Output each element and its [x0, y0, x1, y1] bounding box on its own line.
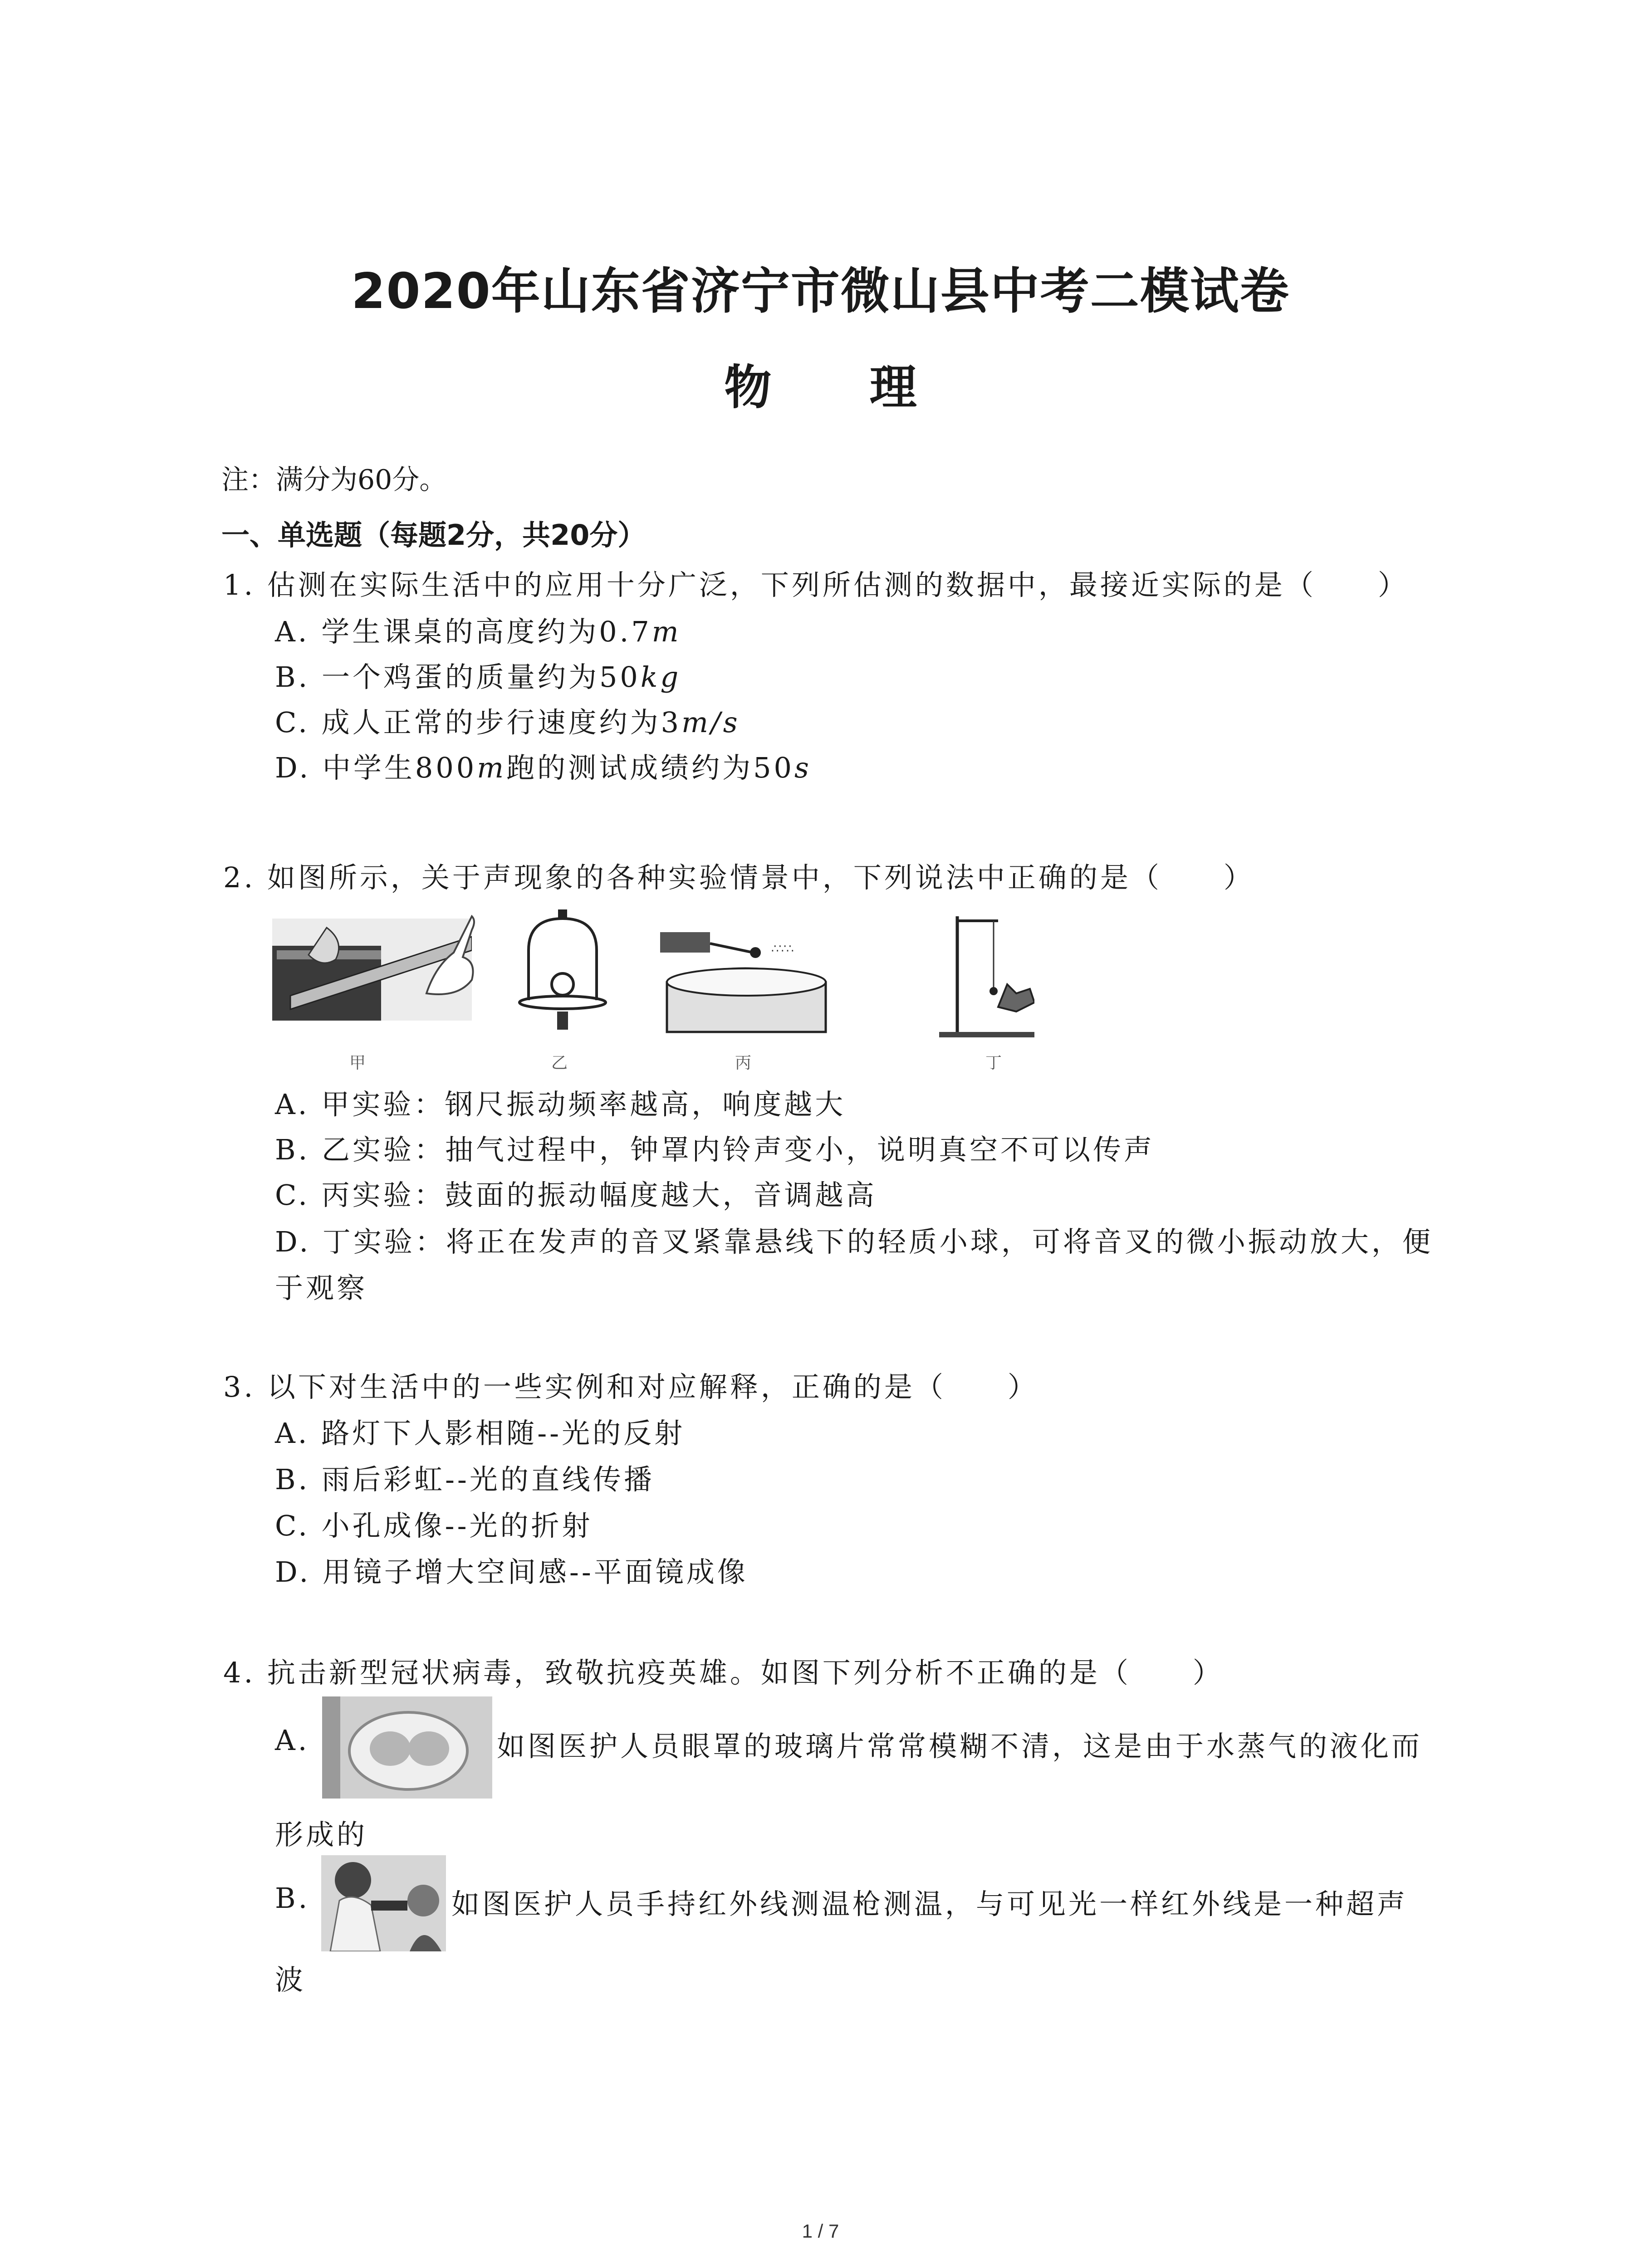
option-unit: s: [794, 751, 812, 784]
question-4-stem: 4. 抗击新型冠状病毒，致敬抗疫英雄。如图下列分析不正确的是（ ）: [223, 1656, 1224, 1689]
question-4-option-a-cont: 形成的: [275, 1818, 368, 1851]
hand-figure: [417, 912, 485, 998]
question-2-option-d: D. 丁实验：将正在发声的音叉紧靠悬线下的轻质小球，可将音叉的微小振动放大，便: [275, 1225, 1433, 1258]
exam-title: 2020年山东省济宁市微山县中考二模试卷: [351, 263, 1290, 320]
option-unit: m: [652, 615, 681, 648]
question-3-option-b: B. 雨后彩虹--光的直线传播: [275, 1463, 655, 1496]
subject-title: 物 理: [724, 360, 958, 415]
question-1-option-c: [275, 700, 740, 740]
question-4-option-b-text: 如图医护人员手持红外线测温枪测温，与可见光一样红外线是一种超声: [451, 1887, 1408, 1921]
option-unit: m/s: [681, 706, 740, 739]
question-1-option-d: [275, 745, 812, 786]
drum-figure: [658, 928, 830, 1034]
goggles-photo: [322, 1696, 492, 1799]
option-text: D. 中学生800: [275, 751, 477, 784]
svg-text:∴∵∴: ∴∵∴: [771, 942, 794, 956]
figure-caption-ding: 丁: [985, 1054, 1002, 1072]
score-note: 注：满分为60分。: [221, 464, 447, 496]
option-text: B. 一个鸡蛋的质量约为50: [275, 660, 641, 694]
option-unit: m: [477, 751, 507, 784]
question-3-option-a: A. 路灯下人影相随--光的反射: [275, 1417, 686, 1450]
page-number: 1 / 7: [802, 2220, 839, 2242]
bell-jar-figure: [517, 909, 608, 1034]
figure-caption-jia: 甲: [349, 1054, 366, 1072]
question-1-option-a: [275, 609, 681, 650]
question-4-option-b-cont: 波: [275, 1963, 306, 1996]
figure-caption-yi: 乙: [551, 1054, 568, 1072]
question-3-stem: 3. 以下对生活中的一些实例和对应解释，正确的是（ ）: [223, 1370, 1038, 1403]
question-2-option-c: C. 丙实验：鼓面的振动幅度越大，音调越高: [275, 1178, 877, 1212]
question-1-stem: 1. 估测在实际生活中的应用十分广泛，下列所估测的数据中，最接近实际的是（ ）: [223, 568, 1409, 601]
thermometer-gun-photo: [321, 1855, 446, 1951]
tuning-fork-pendulum-figure: [939, 912, 1034, 1039]
question-2-option-d-cont: 于观察: [275, 1271, 368, 1305]
question-4-option-a-text: 如图医护人员眼罩的玻璃片常常模糊不清，这是由于水蒸气的液化而: [497, 1730, 1423, 1763]
option-unit: kg: [640, 660, 681, 694]
question-2-stem: 2. 如图所示，关于声现象的各种实验情景中，下列说法中正确的是（ ）: [223, 861, 1254, 894]
option-text: 跑的测试成绩约为50: [506, 751, 794, 784]
question-4-option-b-label: B.: [275, 1882, 310, 1915]
option-text: C. 成人正常的步行速度约为3: [275, 706, 682, 739]
question-3-option-d: D. 用镜子增大空间感--平面镜成像: [275, 1555, 748, 1589]
question-2-option-a: A. 甲实验：钢尺振动频率越高，响度越大: [275, 1088, 846, 1121]
question-2-option-b: B. 乙实验：抽气过程中，钟罩内铃声变小，说明真空不可以传声: [275, 1133, 1155, 1166]
figure-caption-bing: 丙: [735, 1054, 752, 1072]
section-heading: 一、单选题（每题2分，共20分）: [221, 518, 646, 552]
question-1-option-b: [275, 655, 681, 695]
question-4-option-a-label: A.: [275, 1724, 310, 1757]
question-3-option-c: C. 小孔成像--光的折射: [275, 1509, 593, 1542]
option-text: A. 学生课桌的高度约为0.7: [275, 615, 652, 648]
